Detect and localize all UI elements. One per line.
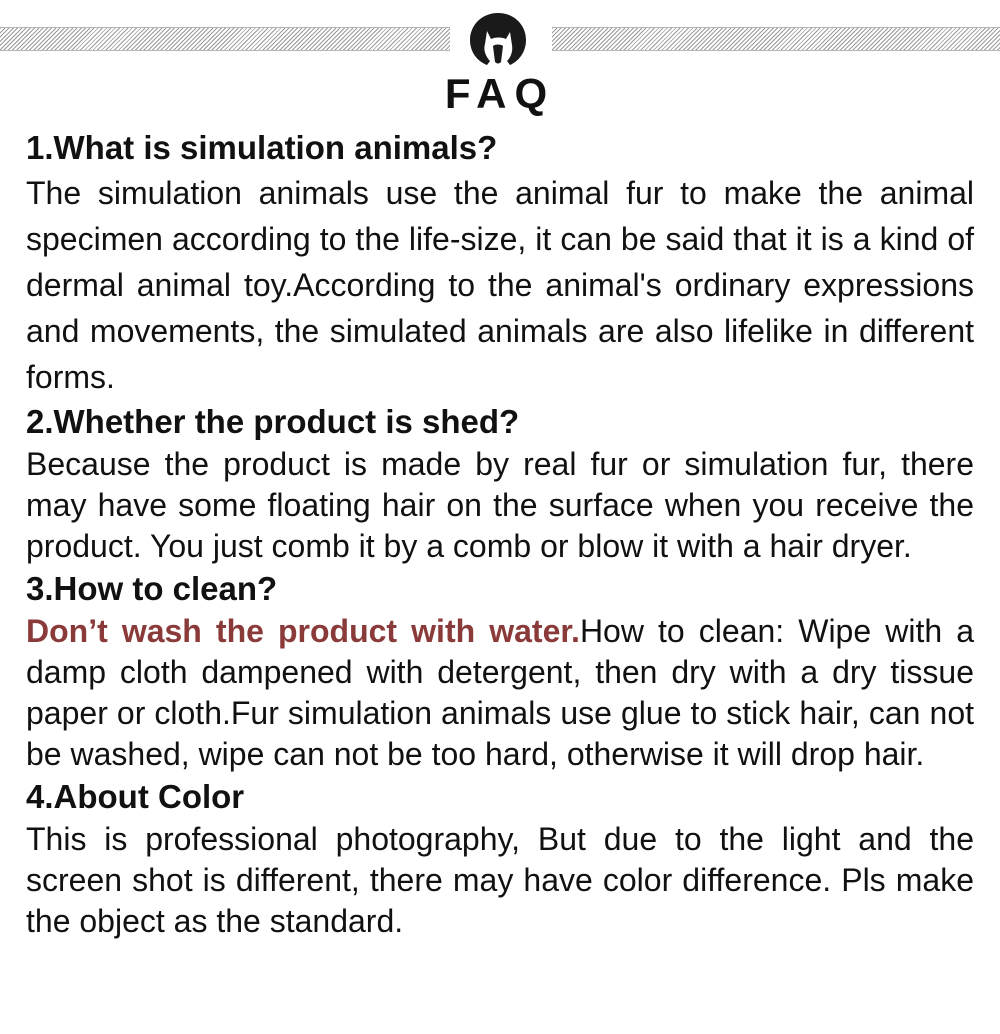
faq-item <box>26 400 974 567</box>
faq-answer <box>26 611 974 775</box>
faq-answer: This is professional photography, But due to the light and the screen shot is different, there may have color difference. Pls make the object as the standard. <box>26 821 974 939</box>
faq-item <box>26 775 974 942</box>
cat-silhouette-icon <box>466 10 530 68</box>
faq-item <box>26 567 974 775</box>
faq-answer-text: How to clean: Wipe with a damp cloth dampened with detergent, then dry with a dry tissue paper or cloth.Fur simulation animals use glue to stick hair, can not be washed, wipe can not be too hard, otherwise it will drop hair. <box>26 613 975 772</box>
faq-list <box>26 126 974 942</box>
faq-answer: Because the product is made by real fur or simulation fur, there may have some floating hair on the surface when you receive the product. You just comb it by a comb or blow it with a hair dryer. <box>26 446 974 564</box>
faq-question: 4.About Color <box>26 778 245 815</box>
header-stripe-left <box>0 27 450 51</box>
faq-item <box>26 126 974 400</box>
faq-question: 1.What is simulation animals? <box>26 129 498 166</box>
page-title: FAQ <box>444 70 556 117</box>
page-header <box>0 0 1000 120</box>
faq-question: 2.Whether the product is shed? <box>26 403 520 440</box>
faq-answer: The simulation animals use the animal fur to make the animal specimen according to the life-size, it can be said that it is a kind of dermal animal toy.According to the animal's ordinary expressions and movements, the simulated animals are also lifelike in different forms. <box>26 175 974 395</box>
faq-answer-warning: Don’t wash the product with water. <box>26 613 580 649</box>
header-stripe-right <box>552 27 1000 51</box>
faq-question: 3.How to clean? <box>26 570 278 607</box>
